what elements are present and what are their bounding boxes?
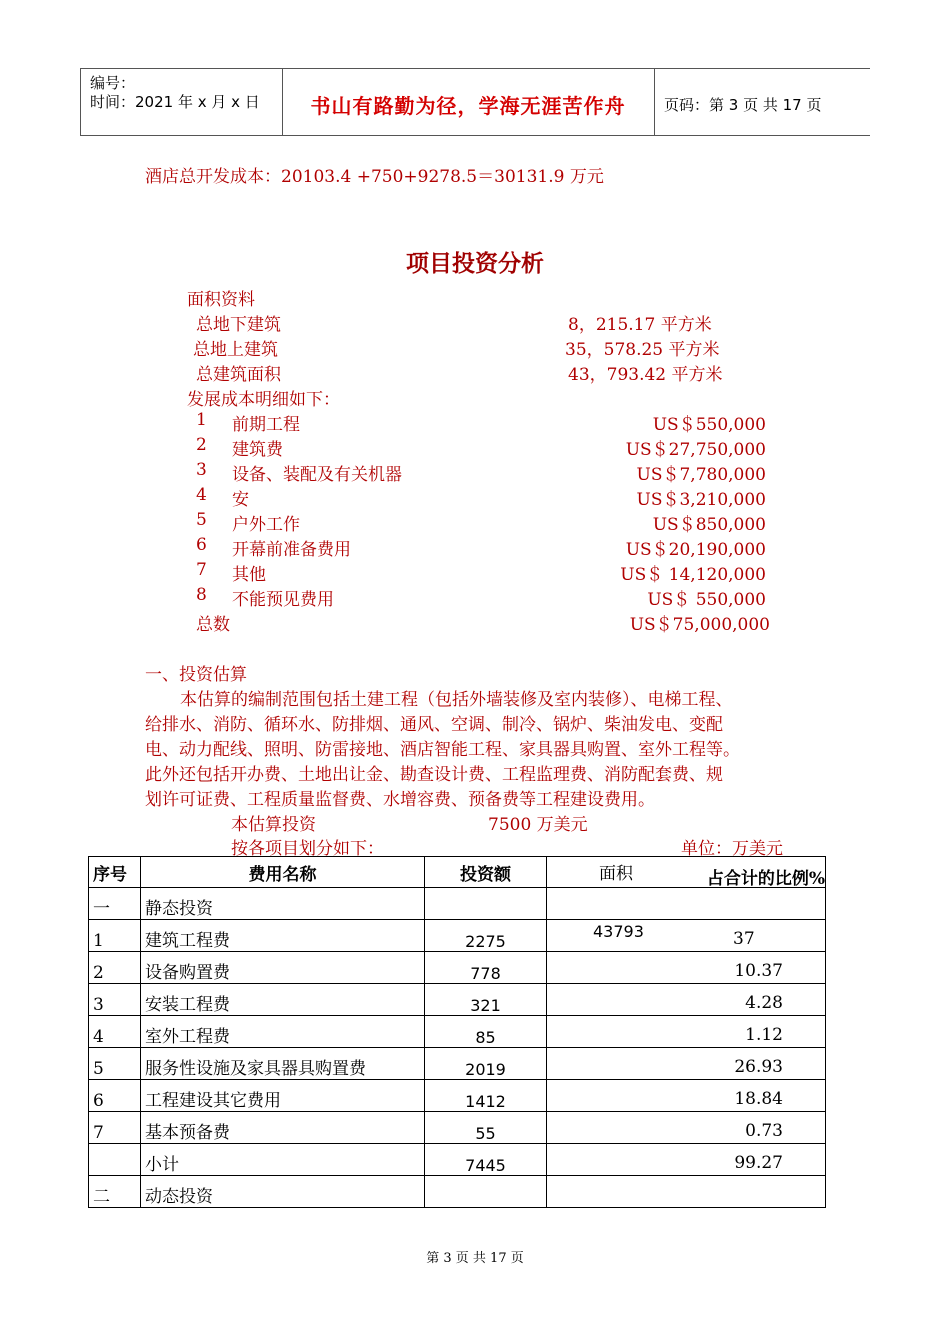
- table-row: [89, 1016, 826, 1048]
- table-row: [89, 1176, 826, 1208]
- section-title: 项目投资分析: [406, 250, 544, 277]
- cost-item-no: 5: [196, 510, 207, 530]
- row-name: 安装工程费: [141, 984, 425, 1016]
- header-top-rule: [80, 68, 870, 69]
- estimate-paragraph-line: 给排水、消防、循环水、防排烟、通风、空调、制冷、锅炉、柴油发电、变配: [145, 715, 723, 735]
- row-name: 室外工程费: [141, 1016, 425, 1048]
- cost-item-amount: US＄550,000: [652, 415, 766, 435]
- table-row: [89, 952, 826, 984]
- row-seq: [89, 1144, 141, 1176]
- row-seq: 1: [89, 920, 141, 952]
- row-ratio: 26.93: [734, 1057, 783, 1077]
- row-amount: 1412: [425, 1080, 547, 1112]
- cost-detail-heading: 发展成本明细如下：: [187, 390, 340, 410]
- cost-item-no: 4: [196, 485, 207, 505]
- table-row: [89, 1080, 826, 1112]
- row-name: 工程建设其它费用: [141, 1080, 425, 1112]
- row-ratio: 18.84: [734, 1089, 783, 1109]
- cost-item-no: 7: [196, 560, 207, 580]
- header-divider-2: [654, 68, 655, 136]
- cost-item-amount: US＄27,750,000: [625, 440, 766, 460]
- header-area: 面积: [599, 864, 633, 884]
- row-name: 建筑工程费: [141, 920, 425, 952]
- cost-item-amount: US＄850,000: [652, 515, 766, 535]
- row-area-ratio: [547, 1048, 826, 1080]
- row-ratio: 0.73: [745, 1121, 783, 1141]
- row-seq: 2: [89, 952, 141, 984]
- header-area-ratio: [547, 857, 826, 888]
- row-name: 基本预备费: [141, 1112, 425, 1144]
- row-ratio: 99.27: [734, 1153, 783, 1173]
- row-area-ratio: [547, 1080, 826, 1112]
- estimate-paragraph-line: 划许可证费、工程质量监督费、水增容费、预备费等工程建设费用。: [145, 790, 655, 810]
- cost-item-label: 不能预见费用: [232, 590, 334, 610]
- row-name: 小计: [141, 1144, 425, 1176]
- cost-item-label: 户外工作: [232, 515, 300, 535]
- row-seq: 5: [89, 1048, 141, 1080]
- table-row: [89, 888, 826, 920]
- header-amount: 投资额: [425, 857, 547, 888]
- cost-total-label: 总数: [196, 615, 230, 635]
- area-label-underground: 总地下建筑: [196, 315, 281, 335]
- row-ratio: 37: [733, 929, 755, 949]
- row-area-ratio: [547, 1112, 826, 1144]
- cost-item-amount: US＄20,190,000: [625, 540, 766, 560]
- row-ratio: 4.28: [745, 993, 783, 1013]
- row-amount: 2275: [425, 920, 547, 952]
- serial-label: 编号：: [90, 74, 136, 92]
- cost-item-label: 安: [232, 490, 249, 510]
- row-area-ratio: [547, 1176, 826, 1208]
- header-name: 费用名称: [141, 857, 425, 888]
- cost-item-label: 开幕前准备费用: [232, 540, 351, 560]
- row-seq: 6: [89, 1080, 141, 1112]
- row-name: 动态投资: [141, 1176, 425, 1208]
- page-info: 页码：第 3 页 共 17 页: [664, 96, 822, 114]
- table-row-subtotal: [89, 1144, 826, 1176]
- cost-item-no: 1: [196, 410, 207, 430]
- cost-item-no: 6: [196, 535, 207, 555]
- area-value-total: 43，793.42 平方米: [568, 365, 723, 385]
- row-amount: 321: [425, 984, 547, 1016]
- row-amount: 55: [425, 1112, 547, 1144]
- row-amount: [425, 1176, 547, 1208]
- estimate-heading: 一、投资估算: [145, 665, 247, 685]
- header-bottom-rule: [80, 135, 870, 136]
- row-seq: 二: [89, 1176, 141, 1208]
- estimate-paragraph-line: 电、动力配线、照明、防雷接地、酒店智能工程、家具器具购置、室外工程等。: [145, 740, 740, 760]
- row-ratio: 1.12: [745, 1025, 783, 1045]
- row-amount: 7445: [425, 1144, 547, 1176]
- area-label-aboveground: 总地上建筑: [193, 340, 278, 360]
- table-row: [89, 1048, 826, 1080]
- area-heading: 面积资料: [187, 290, 255, 310]
- row-name: 静态投资: [141, 888, 425, 920]
- cost-item-label: 其他: [232, 565, 266, 585]
- unit-label: 单位：万美元: [681, 839, 783, 859]
- row-seq: 3: [89, 984, 141, 1016]
- cost-item-no: 3: [196, 460, 207, 480]
- total-cost-line: 酒店总开发成本：20103.4 +750+9278.5＝30131.9 万元: [145, 167, 604, 187]
- cost-item-amount: US＄7,780,000: [636, 465, 766, 485]
- area-value-underground: 8，215.17 平方米: [568, 315, 712, 335]
- cost-total-amount: US＄75,000,000: [629, 615, 770, 635]
- header-motto: 书山有路勤为径，学海无涯苦作舟: [310, 94, 626, 118]
- row-amount: 778: [425, 952, 547, 984]
- table-header-row: [89, 857, 826, 888]
- cost-item-amount: US＄ 14,120,000: [620, 565, 766, 585]
- cost-item-label: 设备、装配及有关机器: [232, 465, 402, 485]
- cost-item-amount: US＄3,210,000: [636, 490, 766, 510]
- row-area-ratio: [547, 1016, 826, 1048]
- header-ratio: 占合计的比例%: [706, 869, 825, 889]
- estimate-paragraph-line: 本估算的编制范围包括土建工程（包括外墙装修及室内装修）、电梯工程、: [180, 690, 733, 710]
- row-area-ratio: [547, 984, 826, 1016]
- row-seq: 一: [89, 888, 141, 920]
- page-footer: 第 3 页 共 17 页: [426, 1251, 524, 1266]
- row-area-ratio: [547, 888, 826, 920]
- table-row: [89, 920, 826, 952]
- table-row: [89, 984, 826, 1016]
- row-area-ratio: [547, 952, 826, 984]
- investment-table: [88, 856, 826, 1208]
- split-label: 按各项目划分如下：: [231, 839, 384, 859]
- time-label: 时间：2021 年 x 月 x 日: [90, 93, 260, 111]
- estimate-paragraph-line: 此外还包括开办费、土地出让金、勘查设计费、工程监理费、消防配套费、规: [145, 765, 723, 785]
- row-amount: 85: [425, 1016, 547, 1048]
- invest-value: 7500 万美元: [488, 815, 588, 835]
- row-amount: 2019: [425, 1048, 547, 1080]
- cost-item-no: 2: [196, 435, 207, 455]
- row-area-ratio: [547, 1144, 826, 1176]
- invest-label: 本估算投资: [231, 815, 316, 835]
- header-left-rule: [80, 68, 81, 136]
- row-area-ratio: [547, 920, 826, 952]
- row-amount: [425, 888, 547, 920]
- row-seq: 7: [89, 1112, 141, 1144]
- row-ratio: 10.37: [734, 961, 783, 981]
- cost-item-amount: US＄ 550,000: [647, 590, 766, 610]
- area-value-aboveground: 35，578.25 平方米: [565, 340, 720, 360]
- row-name: 设备购置费: [141, 952, 425, 984]
- header-seq: 序号: [89, 857, 141, 888]
- cost-item-label: 前期工程: [232, 415, 300, 435]
- cost-item-no: 8: [196, 585, 207, 605]
- row-area: 43793: [593, 922, 644, 941]
- area-label-total: 总建筑面积: [196, 365, 281, 385]
- cost-item-label: 建筑费: [232, 440, 283, 460]
- table-row: [89, 1112, 826, 1144]
- row-seq: 4: [89, 1016, 141, 1048]
- row-name: 服务性设施及家具器具购置费: [141, 1048, 425, 1080]
